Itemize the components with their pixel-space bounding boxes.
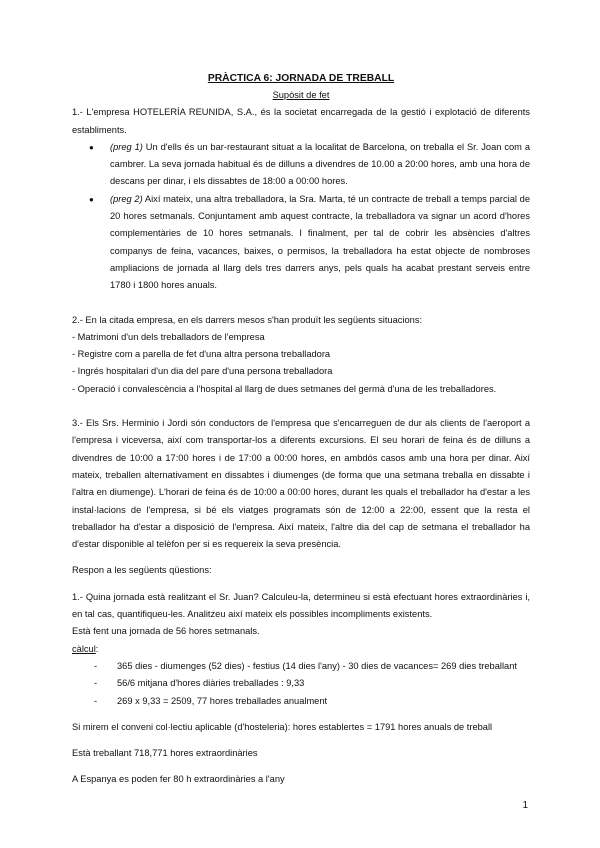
- bullet-item: [89, 191, 530, 295]
- question-ref: (preg 1): [110, 141, 143, 152]
- bullet-dot-icon: ●: [89, 142, 94, 152]
- calc-item-text: 56/6 mitjana d'hores diàries treballades : 9,33: [117, 678, 305, 689]
- section2-intro: 2.- En la citada empresa, en els darrers mesos s'han produït les següents situacions:: [72, 314, 423, 325]
- question1-paragraph: 1.- Quina jornada està realitzant el Sr. Juan? Calculeu-la, determineu si està efectuant hores extraordinàries i, en tal cas, quantifiqueu-les. Analitzeu així mateix els possibles incompliments existents.: [72, 591, 530, 620]
- calc-item: [94, 675, 530, 692]
- dash-icon: -: [94, 695, 98, 706]
- section3-paragraph: 3.- Els Srs. Herminio i Jordi són conductors de l'empresa que s'encarreguen de dur als clients de l'aeroport a l'empresa i viceversa, així com transportar-los a diferents excursions. El seu horari de feina és de dilluns a divendres de 10:00 a 17:00 hores i de 17:00 a 00:00 hores, en ambdós casos amb una hora per dinar. Així mateix, treballen alternativament en dissabtes i diumenges (de forma que una setmana treballa en dissabte i l'altra en diumenge). L'horari de feina és de 10:00 a 00:00 hores, durant les quals el treballador ha d'estar a les instal·lacions de l'empresa, si bé els viatges programats són de 12:00 a 22:00, essent que la resta el treballador ha d'estar a disposició de l'empresa. Així mateix, l'altre dia del cap de setmana el treballador ha d'estar disponible al telèfon per si es requereix la seva presència.: [72, 418, 530, 550]
- calc-colon: :: [95, 643, 99, 654]
- calc-list: [72, 658, 530, 710]
- situation-item: - Ingrés hospitalari d'un dia del pare d'una persona treballadora: [72, 366, 333, 377]
- situation-item: - Matrimoni d'un dels treballadors de l'empresa: [72, 331, 265, 342]
- case-bullet-list: [72, 139, 530, 295]
- intro-paragraph: 1.- L'empresa HOTELERÍA REUNIDA, S.A., és la societat encarregada de la gestió i explotació de diferents establiments.: [72, 107, 530, 135]
- situation-item: - Registre com a parella de fet d'una altra persona treballadora: [72, 349, 331, 360]
- calc-item: [94, 693, 530, 710]
- answer-line: Està fent una jornada de 56 hores setmanals.: [72, 626, 260, 637]
- dash-icon: -: [94, 678, 98, 689]
- calc-item-text: 365 dies - diumenges (52 dies) - festius (14 dies l'any) - 30 dies de vacances= 269 dies treballant: [117, 660, 517, 671]
- situations-list: [72, 329, 530, 398]
- page-number: 1: [522, 800, 528, 811]
- bullet-text: Així mateix, una altra treballadora, la Sra. Marta, té un contracte de treball a temps parcial de 20 hores setmanals. Conjuntament amb aquest contracte, la treballadora va signar un acord d'hores complementàries de 10 hores setmanals. I finalment, per tal de cobrir les absències d'altres companys de feina, vacances, baixes, o permisos, la treballadora ha estat objecte de nombroses ampliacions de jornada al llarg dels tres darrers anys, pels quals ha acabat prestant serveis entre 1780 i 1800 hores anuals.: [110, 193, 530, 291]
- extra-hours-line: Està treballant 718,771 hores extraordinàries: [72, 748, 258, 759]
- respond-heading: Respon a les següents qüestions:: [72, 565, 212, 576]
- calc-item-text: 269 x 9,33 = 2509, 77 hores treballades anualment: [117, 695, 328, 706]
- document-title: PRÀCTICA 6: JORNADA DE TREBALL: [207, 73, 395, 84]
- spain-limit-line: A Espanya es poden fer 80 h extraordinàries a l'any: [72, 774, 285, 785]
- bullet-text: Un d'ells és un bar-restaurant situat a la localitat de Barcelona, on treballa el Sr. Joan com a cambrer. La seva jornada habitual és de dilluns a divendres de 10.00 a 20:00 hores, amb una hora de descans per dinar, i els dissabtes de 18:00 a 00:00 hores.: [110, 141, 530, 187]
- calc-item: [94, 658, 530, 675]
- question-ref: (preg 2): [110, 193, 143, 204]
- bullet-item: [89, 139, 530, 191]
- calc-heading: [72, 641, 530, 658]
- bullet-dot-icon: ●: [89, 194, 94, 204]
- situation-item: - Operació i convalescència a l'hospital al llarg de dues setmanes del germà d'una de les treballadores.: [72, 383, 497, 394]
- calc-label: càlcul: [72, 643, 96, 654]
- conveni-line: Si mirem el conveni col·lectiu aplicable (d'hosteleria): hores establertes = 1791 hores anuals de treball: [72, 721, 493, 732]
- dash-icon: -: [94, 660, 98, 671]
- document-subtitle: Supòsit de fet: [272, 90, 330, 100]
